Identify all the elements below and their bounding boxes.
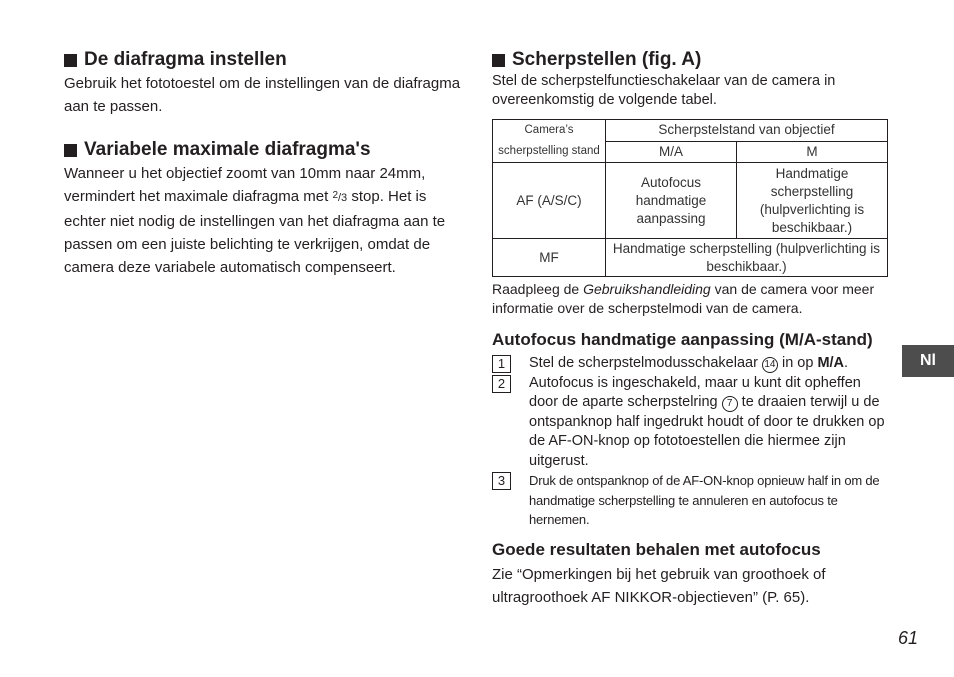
black-square-icon — [64, 144, 77, 157]
focusing-intro: Stel de scherpstelfunctieschakelaar van de camera in overeenkomstig de volgende tabel. — [492, 73, 836, 108]
focus-mode-table — [492, 119, 888, 277]
step-text — [529, 354, 892, 374]
circled-number-icon: 7 — [722, 396, 738, 412]
section-heading-text: Scherpstellen (fig. A) — [512, 49, 702, 70]
language-tab: Nl — [902, 345, 954, 377]
step-number-box: 3 — [492, 472, 511, 490]
note-text: van de camera voor meer informatie over de scherpstelmodi van de camera. — [492, 281, 875, 316]
table-corner-header — [493, 120, 606, 163]
table-col-m: M — [737, 141, 888, 163]
circled-number-icon: 14 — [762, 357, 778, 373]
step-1 — [492, 354, 892, 374]
step-text-part: te draaien terwijl u de ontspanknop half ingedrukt houdt of door te drukken op de AF-ON-knop op fototoestellen die hiermee zijn uitgerust. — [529, 394, 885, 469]
section-heading-text: De diafragma instellen — [84, 49, 287, 70]
fraction-numerator: 2 — [332, 190, 338, 201]
section-heading-text: Variabele maximale diafragma's — [84, 139, 371, 160]
paragraph-text: stop. Het is echter niet nodig de instellingen van het diafragma aan te passen om een juiste belichting te verkrijgen, omdat de camera deze variabele automatisch compenseert. — [64, 188, 446, 276]
page-number: 61 — [898, 628, 919, 648]
step-text — [529, 374, 892, 472]
table-row-af-label: AF (A/S/C) — [493, 163, 606, 239]
steps-list — [492, 354, 892, 530]
section-heading-variable-aperture — [64, 138, 464, 162]
left-column — [64, 48, 464, 279]
corner-line: scherpstelling stand — [498, 145, 600, 157]
section-heading-aperture — [64, 48, 464, 72]
paragraph-text: Wanneer u het objectief zoomt van 10mm naar 24mm, vermindert het maximale diafragma met — [64, 165, 426, 205]
step-2 — [492, 374, 892, 472]
table-cell-af-ma: Autofocus handmatige aanpassing — [606, 163, 737, 239]
table-lens-header: Scherpstelstand van objectief — [606, 120, 888, 142]
step-text-part: . — [844, 355, 849, 371]
variable-aperture-paragraph — [64, 162, 464, 279]
step-bold-text: M/A — [817, 355, 845, 371]
subheading-autofocus-results: Goede resultaten behalen met autofocus — [492, 539, 821, 559]
step-number-box: 2 — [492, 375, 511, 393]
section-heading-focusing — [492, 48, 892, 72]
manual-reference-note — [492, 280, 892, 318]
aperture-paragraph: Gebruik het fototoestel om de instellingen van de diafragma aan te passen. — [64, 75, 461, 115]
step-3 — [492, 471, 892, 530]
subheading-manual-override: Autofocus handmatige aanpassing (M/A-stand) — [492, 330, 873, 349]
black-square-icon — [492, 54, 505, 67]
note-emphasis: Gebruikshandleiding — [583, 281, 711, 297]
step-text: Druk de ontspanknop of de AF-ON-knop opnieuw half in om de handmatige scherpstelling te annuleren en autofocus te hernemen. — [529, 473, 880, 527]
fraction-denominator: /3 — [338, 192, 348, 204]
corner-line: Camera’s — [524, 124, 574, 136]
autofocus-results-paragraph: Zie “Opmerkingen bij het gebruik van groothoek of ultragroothoek AF NIKKOR-objectieven” (P. 65). — [492, 565, 826, 606]
table-col-ma: M/A — [606, 141, 737, 163]
right-column — [492, 48, 892, 609]
step-number-box: 1 — [492, 355, 511, 373]
step-text-part: in op — [777, 355, 818, 371]
table-cell-af-m: Handmatige scherpstelling (hulpverlichting is beschikbaar.) — [737, 163, 888, 239]
note-text: Raadpleeg de — [492, 281, 584, 297]
table-row-mf-label: MF — [493, 239, 606, 277]
black-square-icon — [64, 54, 77, 67]
step-text-part: Autofocus is ingeschakeld, maar u kunt dit opheffen door de aparte scherpstelring — [529, 374, 861, 410]
step-text-part: Stel de scherpstelmodusschakelaar — [529, 355, 762, 371]
table-cell-mf-merged: Handmatige scherpstelling (hulpverlichting is beschikbaar.) — [606, 239, 888, 277]
